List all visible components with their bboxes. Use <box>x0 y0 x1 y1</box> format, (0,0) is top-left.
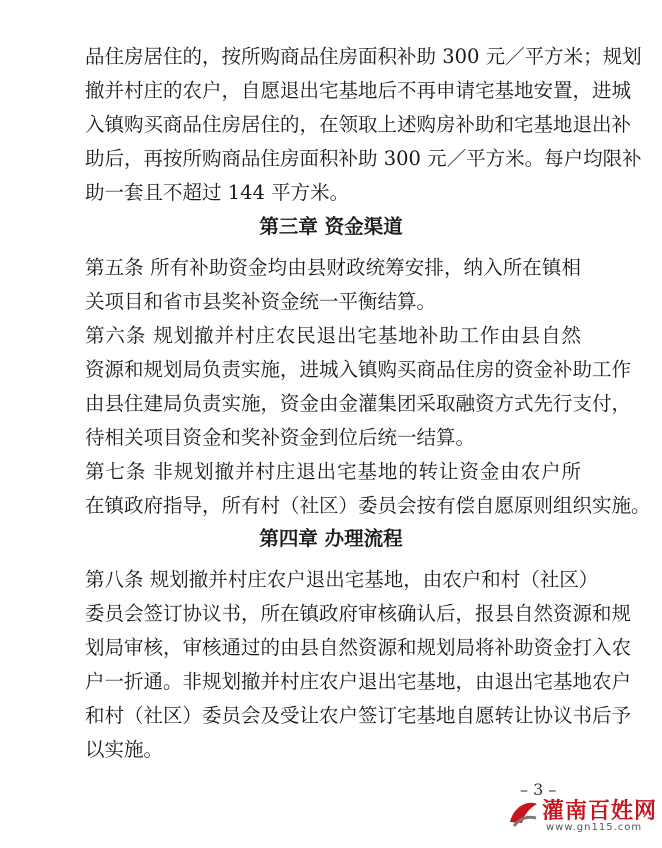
paragraph-line: 待相关项目资金和奖补资金到位后统一结算。 <box>85 426 476 449</box>
paragraph-line: 和村（社区）委员会及受让农户签订宅基地自愿转让协议书后予 <box>85 704 632 727</box>
chapter-heading: 第三章 资金渠道 <box>259 215 403 238</box>
paragraph-line: 助一套且不超过 144 平方米。 <box>85 181 350 204</box>
paragraph-line: 撤并村庄的农户，自愿退出宅基地后不再申请宅基地安置，进城 <box>85 79 632 102</box>
paragraph-line: 第六条 规划撤并村庄农民退出宅基地补助工作由县自然 <box>85 324 581 347</box>
chapter-heading: 第四章 办理流程 <box>259 527 403 550</box>
paragraph-line: 资源和规划局负责实施，进城入镇购买商品住房的资金补助工作 <box>85 358 632 381</box>
watermark-title: 灌南百姓网 <box>542 799 658 824</box>
paragraph-line: 品住房居住的，按所购商品住房面积补助 300 元／平方米；规划 <box>85 45 642 68</box>
site-watermark[interactable] <box>506 792 656 842</box>
paragraph-line: 第八条 规划撤并村庄农户退出宅基地，由农户和村（社区） <box>85 568 599 591</box>
paragraph-line: 委员会签订协议书，所在镇政府审核确认后，报县自然资源和规 <box>85 602 632 625</box>
paragraph-line: 第七条 非规划撤并村庄退出宅基地的转让资金由农户所 <box>85 460 581 483</box>
paragraph-line: 在镇政府指导，所有村（社区）委员会按有偿自愿原则组织实施。 <box>85 494 651 517</box>
page-number: – 3 – <box>520 780 557 799</box>
paragraph-line: 由县住建局负责实施，资金由金灌集团采取融资方式先行支付， <box>85 392 632 415</box>
paragraph-line: 第五条 所有补助资金均由县财政统筹安排，纳入所在镇相 <box>85 256 581 279</box>
site-logo-icon <box>506 796 540 830</box>
paragraph-line: 以实施。 <box>85 738 164 761</box>
paragraph-line: 关项目和省市县奖补资金统一平衡结算。 <box>85 290 437 313</box>
paragraph-line: 户一折通。非规划撤并村庄农户退出宅基地，由退出宅基地农户 <box>85 670 632 693</box>
watermark-url: www.gn115.com <box>546 822 643 833</box>
paragraph-line: 助后，再按所购商品住房面积补助 300 元／平方米。每户均限补 <box>85 147 642 170</box>
paragraph-line: 划局审核，审核通过的由县自然资源和规划局将补助资金打入农 <box>85 636 632 659</box>
paragraph-line: 入镇购买商品住房居住的，在领取上述购房补助和宅基地退出补 <box>85 113 632 136</box>
